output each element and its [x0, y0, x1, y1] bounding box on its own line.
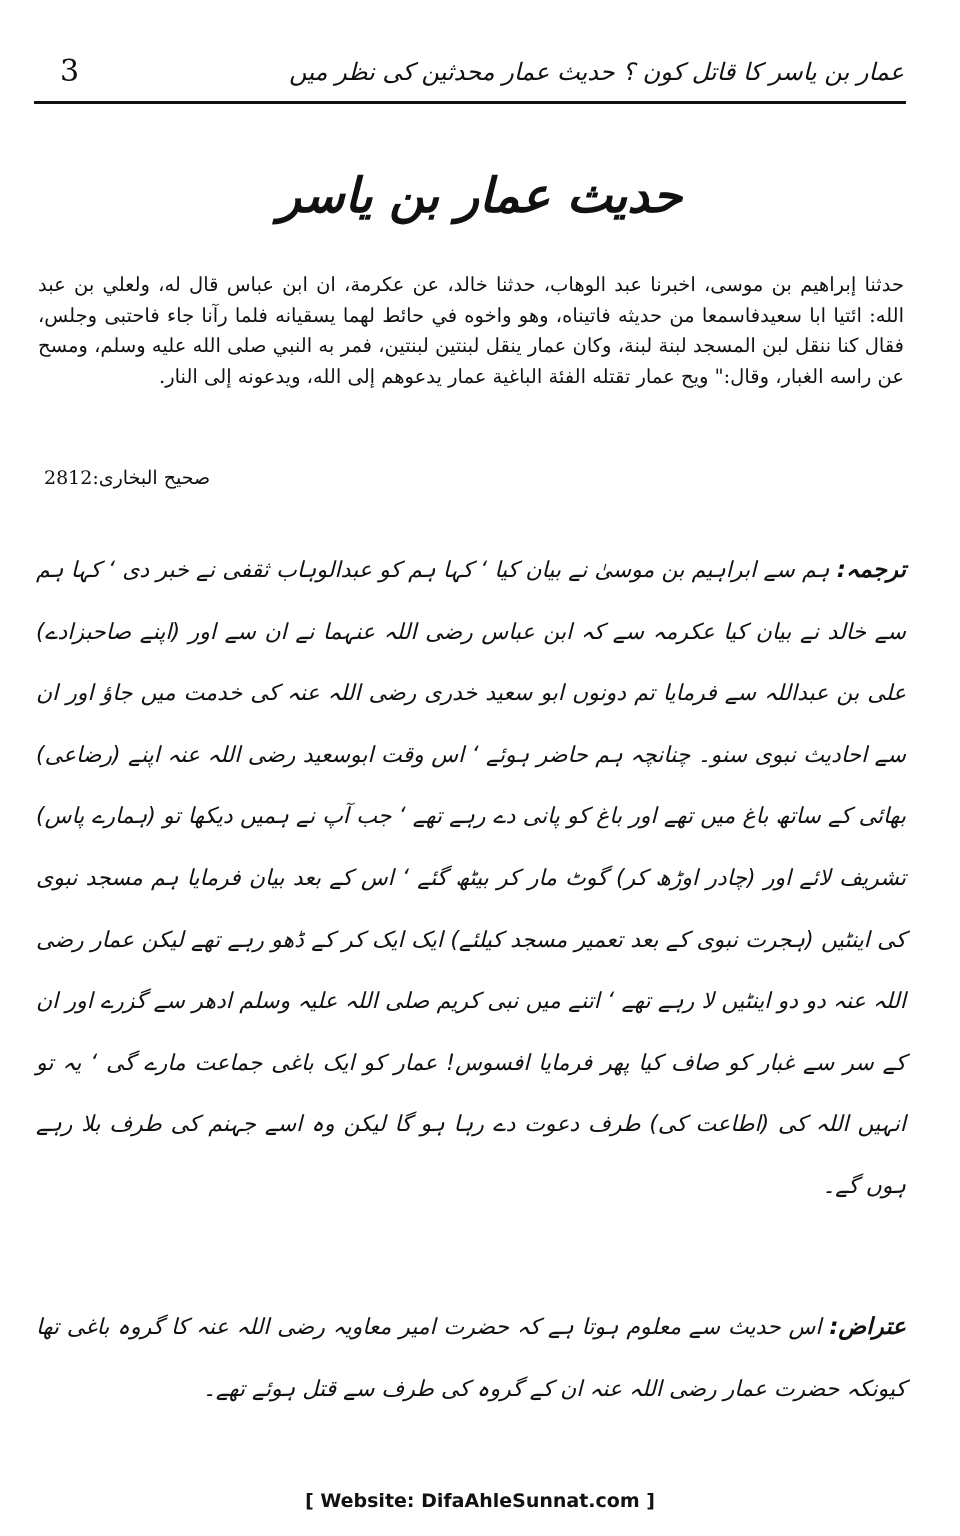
page-number: 3	[60, 54, 80, 89]
translation-text: ہم سے ابراہیم بن موسیٰ نے بیان کیا ‘ کہا ہم کو عبدالوہاب ثقفی نے خبر دی ‘ کہا ہم سے خالد نے بیان کیا عکرمہ سے کہ ابن عباس رضی اللہ عنہما نے ان سے اور (اپنے صاحبزادے) علی بن عبداللہ سے فرمایا تم دونوں ابو سعید خدری رضی اللہ عنہ کی خدمت میں جاؤ اور ان سے احادیث نبوی سنو۔ چنانچہ ہم حاضر ہوئے ‘ اس وقت ابوسعید رضی اللہ عنہ اپنے (رضاعی) بھائی کے ساتھ باغ میں تھے اور باغ کو پانی دے رہے تھے ‘ جب آپ نے ہمیں دیکھا تو (ہمارے پاس) تشریف لائے اور (چادر اوڑھ کر) گوٹ مار کر بیٹھ گئے ‘ اس کے بعد بیان فرمایا ہم مسجد نبوی کی اینٹیں (ہجرت نبوی کے بعد تعمیر مسجد کیلئے) ایک ایک کر کے ڈھو رہے تھے لیکن عمار رضی اللہ عنہ دو دو اینٹیں لا رہے تھے ‘ اتنے میں نبی کریم صلی اللہ علیہ وسلم ادھر سے گزرے اور ان کے سر سے غبار کو صاف کیا پھر فرمایا افسوس! عمار کو ایک باغی جماعت مارے گی ‘ یہ تو انہیں اللہ کی (اطاعت کی) طرف دعوت دے رہا ہو گا لیکن وہ اسے جہنم کی طرف بلا رہے ہوں گے۔	[36, 558, 906, 1199]
objection-paragraph	[36, 1296, 906, 1421]
page-header	[34, 52, 904, 100]
urdu-translation	[36, 540, 906, 1218]
page-title: حدیث عمار بن یاسر	[277, 168, 683, 224]
objection-label: عتراض:	[829, 1314, 906, 1340]
translation-paragraph	[36, 540, 906, 1218]
hadith-arabic-paragraph: حدثنا إبراهيم بن موسى، اخبرنا عبد الوهاب، حدثنا خالد، عن عكرمة، ان ابن عباس قال له، ولعلي بن عبد الله: ائتيا ابا سعيدفاسمعا من حديثه فاتيناه، وهو واخوه في حائط لهما يسقيانه فلما رآنا جاء فاحتبى وجلس، فقال كنا ننقل لبن المسجد لبنة لبنة، وكان عمار ينقل لبنتين لبنتين، فمر به النبي صلى الله عليه وسلم، ومسح عن راسه الغبار، وقال:" ويح عمار تقتله الفئة الباغية عمار يدعوهم إلى الله، ويدعونه إلى النار.	[38, 273, 904, 388]
header-divider	[34, 101, 906, 104]
translation-label: ترجمہ:	[836, 557, 906, 583]
website-footer: [ Website: DifaAhleSunnat.com ]	[305, 1490, 655, 1512]
hadith-reference: صحیح البخاری:2812	[44, 467, 211, 489]
objection-text: اس حدیث سے معلوم ہوتا ہے کہ حضرت امیر معاویہ رضی اللہ عنہ کا گروہ باغی تھا کیونکہ حضرت عمار رضی اللہ عنہ ان کے گروہ کی طرف سے قتل ہوئے تھے۔	[36, 1315, 906, 1402]
objection-section	[36, 1296, 906, 1421]
hadith-arabic-text	[38, 270, 904, 392]
running-title: عمار بن یاسر کا قاتل کون ؟ حدیث عمار محدثین کی نظر میں	[289, 58, 904, 86]
